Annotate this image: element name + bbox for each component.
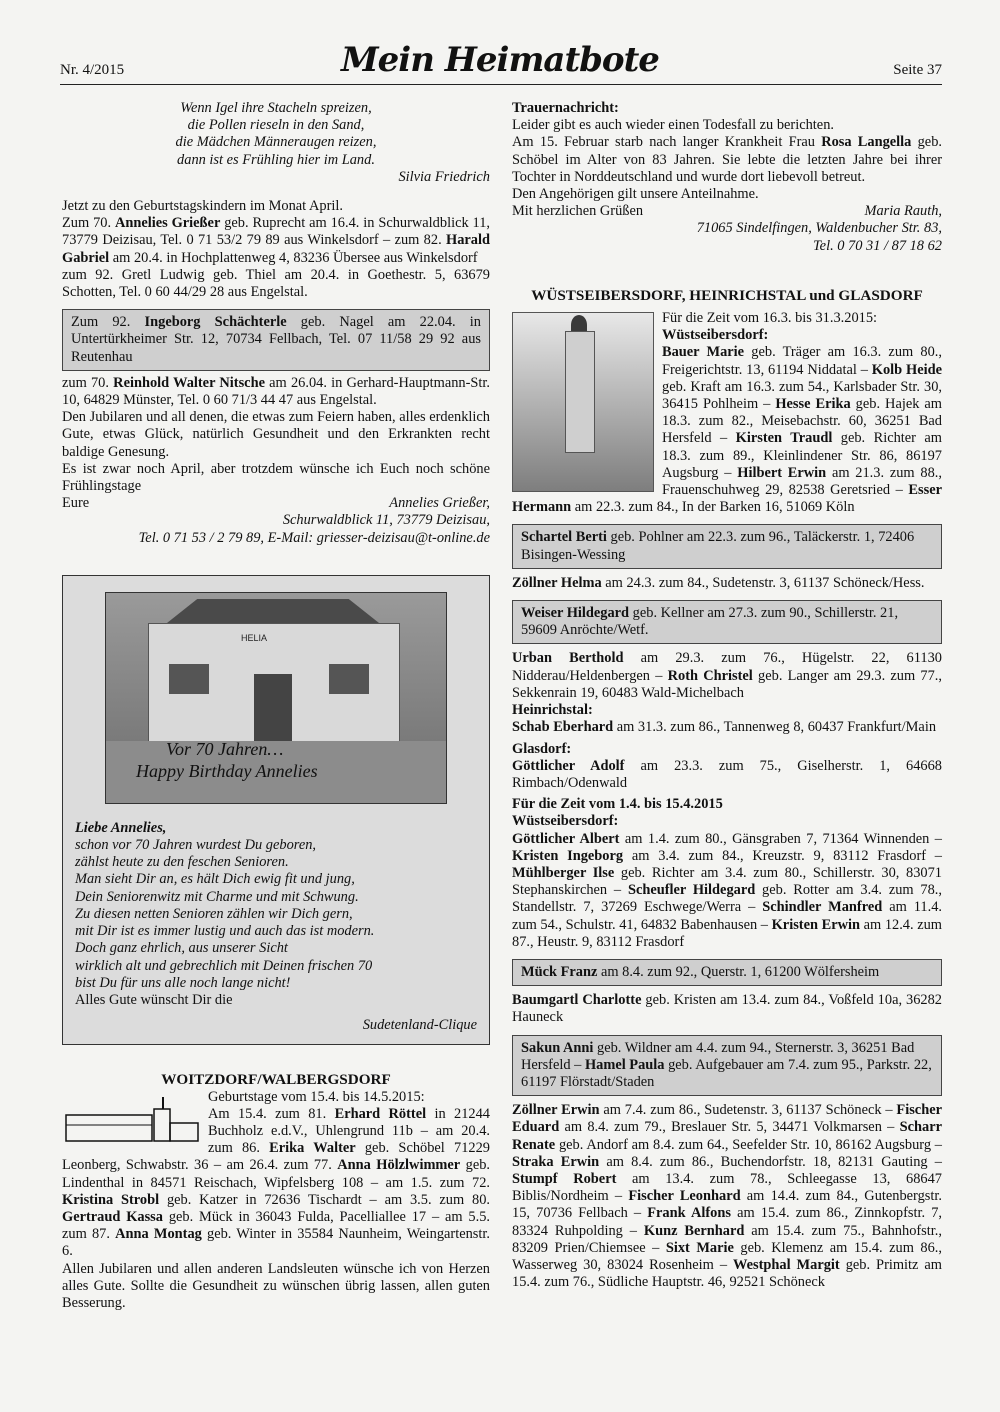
right-column — [512, 100, 942, 1291]
person-name: Anna Montag — [115, 1226, 202, 1243]
text: geb. Langer am 29.3. zum 77., Sekkenrain 19, 60483 Wald-Michelbach — [512, 667, 942, 701]
text: geb. Wildner am 4.4. zum 94., Sternerstr. 3, 36251 Bad Hersfeld – — [521, 1039, 915, 1073]
text: am 24.3. zum 84., Sudetenstr. 3, 61137 Schöneck/Hess. — [601, 574, 925, 591]
text: geb. Lindenthal in 84571 Reischach, Wipfelsberg 108 – am 1.5. zum 72. — [62, 1157, 490, 1191]
text: am 29.3. zum 76., Hügelstr. 22, 61130 Nidderau/Heldenbergen – — [512, 650, 943, 684]
signature-phone: Tel. 0 70 31 / 87 18 62 — [813, 237, 942, 254]
poem — [62, 100, 490, 169]
photo-caption-line: Happy Birthday Annelies — [136, 760, 318, 781]
greeting-line: Doch ganz ehrlich, aus unserer Sicht — [75, 940, 288, 957]
person-name: Zöllner Erwin — [512, 1102, 600, 1119]
greeting-line: Man sieht Dir an, es hält Dich ewig fit und jung, — [75, 871, 355, 888]
left-column — [62, 100, 490, 1312]
person-name: Anna Hölzlwimmer — [337, 1157, 461, 1174]
greeting-poem — [75, 820, 477, 992]
person-name: Schab Eberhard — [512, 719, 614, 736]
text: geb. Hajek am 18.3. zum 82., Meisebachstr. 60, 36251 Bad Hersfeld – — [662, 396, 942, 447]
intro-text: Jetzt zu den Geburtstagskindern im Monat April. — [62, 198, 343, 215]
poem-line: dann ist es Frühling hier im Land. — [177, 151, 375, 168]
birthday-entry — [512, 575, 942, 592]
person-name: Harald Gabriel — [62, 232, 490, 266]
village-heading: Heinrichstal: — [512, 702, 593, 719]
person-name: Esser Hermann — [512, 482, 942, 516]
greeting-line: Dein Seniorenwitz mit Charme und mit Schwung. — [75, 888, 359, 905]
person-name: Kristen Ingeborg — [512, 847, 624, 864]
text: am 8.4. zum 79., Breslauer Str. 5, 34471 Volkmarsen – — [559, 1119, 900, 1136]
text: zum 70. — [62, 374, 114, 391]
birthday-entry — [512, 758, 942, 792]
person-name: Schindler Manfred — [762, 899, 883, 916]
person-name: Frank Alfons — [647, 1205, 731, 1222]
text: geb. Schöbel 71229 Leonberg, Schwabstr. 36 – am 26.4. zum 77. — [62, 1140, 490, 1174]
highlight-box — [512, 1035, 942, 1097]
obituary-text — [512, 134, 942, 186]
highlight-box — [512, 600, 942, 644]
signature-contact: Tel. 0 71 53 / 2 79 89, E-Mail: griesser-deizisau@t-online.de — [138, 529, 490, 546]
text: geb. Kellner am 27.3. zum 90., Schillerstr. 21, 59609 Anröchte/Wetf. — [521, 605, 899, 639]
greeting-line: Zu diesen netten Senioren zählen wir Dich gern, — [75, 905, 353, 922]
text: am 11.4. zum 54., Schulstr. 41, 64832 Babenhausen – — [512, 899, 942, 933]
person-name: Schartel Berti — [521, 529, 607, 546]
text: geb. Mück in 36043 Fulda, Pacelliallee 17 – am 5.5. zum 87. — [62, 1208, 490, 1243]
poem-line: die Pollen rieseln in den Sand, — [187, 117, 365, 134]
text: am 13.4. zum 78., Schleegasse 13, 68647 Biblis/Nordheim – — [512, 1170, 942, 1205]
obituary-text: Leider gibt es auch wieder einen Todesfall zu berichten. — [512, 117, 834, 134]
house-photo — [105, 592, 447, 804]
text: am 14.4. zum 84., Gutenbergstr. 15, 70736 Fellbach – — [512, 1188, 942, 1222]
highlight-box — [62, 309, 490, 371]
closing-word: Eure — [62, 495, 90, 512]
text: geb. Primitz am 15.4. zum 76., Südliche Hauptstr. 46, 92521 Schöneck — [512, 1256, 942, 1291]
person-name: Fischer Leonhard — [628, 1188, 741, 1205]
person-name: Gertraud Kassa — [62, 1208, 163, 1225]
village-heading: Wüstseibersdorf: — [662, 327, 769, 344]
person-name: Scheufler Hildegard — [627, 882, 756, 899]
church-tower — [565, 331, 595, 453]
door — [254, 674, 292, 742]
birthday-list — [512, 831, 942, 951]
text: geb. Richter am 3.4. zum 80., Schillerstr. 30, 83071 Stephanskirchen – — [512, 864, 942, 899]
text: am 7.4. zum 86., Sudetenstr. 3, 61137 Schöneck – — [599, 1102, 897, 1119]
text: am 22.3. zum 84., In der Barken 16, 51069 Köln — [571, 499, 855, 516]
section-heading: WOITZDORF/WALBERGSDORF — [161, 1071, 391, 1089]
person-name: Hesse Erika — [775, 396, 851, 413]
church-photo — [512, 312, 654, 492]
window — [169, 664, 209, 694]
text: geb. Rotter am 3.4. zum 78., Standellstr. 7, 37269 Eschwege/Werra – — [512, 882, 942, 916]
text: Am 15. Februar starb nach langer Krankheit Frau — [512, 134, 822, 151]
greeting-line: Liebe Annelies, — [75, 819, 167, 836]
obituary-signature — [512, 203, 942, 255]
person-name: Hamel Paula — [584, 1056, 665, 1073]
person-name: Erika Walter — [269, 1140, 356, 1157]
text: am 1.4. zum 80., Gänsgraben 7, 71364 Winnenden – — [619, 830, 942, 847]
signature-name: Maria Rauth, — [864, 203, 942, 220]
village-heading: Glasdorf: — [512, 740, 572, 757]
text: am 8.4. zum 86., Buchendorfstr. 18, 82131 Gauting – — [599, 1153, 943, 1170]
signature-block — [62, 495, 490, 547]
text: geb. Kraft am 16.3. zum 54., Karlsbader Str. 30, 36415 Pohlheim – — [662, 378, 942, 413]
text: in 21244 Buchholz e.d.V., Uhlengrund 11b – am 20.4. zum 86. — [208, 1105, 490, 1157]
person-name: Annelies Grießer — [114, 215, 221, 232]
woitzdorf-wishes: Allen Jubilaren und allen anderen Landsleuten wünsche ich von Herzen alles Gute. Sollte die Gesundheit zu wünschen übrig lassen, allen guten Besserung. — [62, 1260, 490, 1311]
person-name: Ingeborg Schächterle — [144, 314, 287, 331]
shop-sign: HELIA — [241, 632, 268, 643]
text: am 12.4. zum 87., Heustr. 9, 83112 Frasdorf — [512, 916, 943, 950]
wishes-paragraph: Es ist zwar noch April, aber trotzdem wünsche ich Euch noch schöne Frühlingstage — [62, 460, 490, 495]
person-name: Hilbert Erwin — [737, 464, 827, 481]
person-name: Westphal Margit — [733, 1256, 840, 1273]
person-name: Baumgartl Charlotte — [512, 992, 642, 1009]
person-name: Bauer Marie — [662, 344, 745, 361]
issue-number: Nr. 4/2015 — [60, 62, 125, 78]
birthday-paragraph — [62, 215, 490, 267]
text: geb. Andorf am 8.4. zum 64., Seefelder Str. 10, 86162 Augsburg – — [555, 1136, 942, 1153]
text: geb. Aufgebauer am 7.4. zum 95., Parkstr. 22, 61197 Flörstadt/Staden — [521, 1056, 932, 1090]
signature-address: Schurwaldblick 11, 73779 Deizisau, — [282, 512, 490, 529]
text: am 23.3. zum 75., Giselherstr. 1, 64668 Rimbach/Odenwald — [512, 757, 943, 791]
poem-author: Silvia Friedrich — [398, 168, 490, 185]
person-name: Göttlicher Albert — [512, 830, 620, 847]
greeting-line: schon vor 70 Jahren wurdest Du geboren, — [75, 837, 317, 854]
birthday-paragraph — [62, 375, 490, 409]
period-heading: Für die Zeit vom 1.4. bis 15.4.2015 — [512, 796, 723, 813]
text: Am 15.4. zum 81. — [208, 1105, 335, 1122]
person-name: Zöllner Helma — [512, 574, 602, 591]
highlight-box — [512, 524, 942, 568]
text: geb. Kristen am 13.4. zum 84., Voßfeld 10a, 36282 Hauneck — [512, 992, 942, 1026]
house-shape — [148, 623, 400, 745]
chapel-icon — [62, 1095, 200, 1143]
person-name: Kristen Erwin — [771, 916, 860, 933]
person-name: Roth Christel — [667, 667, 753, 684]
birthday-entry — [512, 719, 942, 736]
period-text: Für die Zeit vom 16.3. bis 31.3.2015: — [662, 310, 878, 327]
person-name: Straka Erwin — [512, 1153, 600, 1170]
person-name: Reinhold Walter Nitsche — [113, 374, 265, 391]
text: am 15.4. zum 86., Zinnkopfstr. 7, 83324 Ruhpolding – — [512, 1205, 942, 1239]
text: geb. Winter in 35584 Naunheim, Weingartenstr. 6. — [62, 1226, 490, 1260]
poem-line: die Mädchen Männeraugen reizen, — [175, 134, 377, 151]
text: Zum 92. — [71, 314, 145, 331]
highlight-box — [512, 959, 942, 986]
header-rule — [60, 84, 942, 85]
chapel-illustration — [62, 1095, 200, 1143]
greeting-close: Alles Gute wünscht Dir die — [75, 991, 233, 1008]
wishes-paragraph: Den Jubilaren und all denen, die etwas zum Feiern haben, alles erdenklich Gute, etwas Glück, natürlich Gesundheit und den Erkrankten recht baldige Genesung. — [62, 409, 490, 460]
text: am 26.04. in Gerhard-Hauptmann-Str. 10, 64829 Münster, Tel. 0 60 71/3 44 47 aus Engelstal. — [62, 374, 490, 409]
text: am 8.4. zum 92., Querstr. 1, 61200 Wölfersheim — [597, 963, 880, 980]
person-name: Stumpf Robert — [512, 1170, 617, 1187]
text: Zum 70. — [62, 215, 115, 232]
person-name: Göttlicher Adolf — [512, 757, 625, 774]
text: geb. Richter am 18.3. zum 89., Kleinlindener Str. 86, 86197 Augsburg – — [662, 430, 942, 481]
greeting-line: bist Du für uns alle noch lange nicht! — [75, 974, 291, 991]
text: am 21.3. zum 88., Frauenschuhweg 29, 82538 Geretsried – — [662, 464, 942, 499]
text: geb. Ruprecht am 16.4. in Schurwaldblick 11, 73779 Deizisau, Tel. 0 71 53/2 79 89 aus Winkelsdorf – zum 82. — [62, 215, 490, 249]
birthday-entry — [512, 992, 942, 1026]
text: am 3.4. zum 84., Kreuzstr. 9, 83112 Frasdorf – — [623, 847, 942, 864]
person-name: Kolb Heide — [871, 361, 942, 378]
section-heading: WÜSTSEIBERSDORF, HEINRICHSTAL und GLASDORF — [531, 286, 923, 304]
person-name: Sakun Anni — [521, 1039, 594, 1056]
obituary-text: Den Angehörigen gilt unsere Anteilnahme. — [512, 186, 759, 203]
poem-line: Wenn Igel ihre Stacheln spreizen, — [180, 100, 372, 116]
signature-name: Annelies Grießer, — [389, 495, 490, 512]
person-name: Kunz Bernhard — [643, 1222, 745, 1239]
person-name: Weiser Hildegard — [521, 605, 630, 622]
text: geb. Katzer in 72636 Tischardt – am 3.5. zum 80. — [159, 1191, 490, 1208]
woitzdorf-intro: Geburtstage vom 15.4. bis 14.5.2015: — [208, 1088, 425, 1105]
text: geb. Träger am 16.3. zum 80., Freigerichtstr. 13, 61194 Niddatal – — [662, 344, 942, 378]
text: geb. Nagel am 22.04. in Untertürkheimer Str. 12, 70734 Fellbach, Tel. 07 11/58 29 92 aus Reutenhau — [71, 314, 481, 365]
greeting-line: wirklich alt und gebrechlich mit Deinen frischen 70 — [75, 957, 373, 974]
person-name: Mück Franz — [521, 963, 598, 980]
person-name: Kirsten Traudl — [735, 430, 833, 447]
text: geb. Klemenz am 15.4. zum 86., Wasserweg 30, 83024 Rosenheim – — [512, 1239, 942, 1273]
text: geb. Pohlner am 22.3. zum 96., Taläckerstr. 1, 72406 Bisingen-Wessing — [521, 529, 915, 563]
person-name: Scharr Renate — [512, 1119, 942, 1153]
signature-address: 71065 Sindelfingen, Waldenbucher Str. 83, — [696, 220, 942, 237]
person-name: Mühlberger Ilse — [512, 864, 615, 881]
birthday-list — [512, 1102, 942, 1291]
greeting-signature: Sudetenland-Clique — [362, 1017, 477, 1034]
page-number: Seite 37 — [893, 62, 942, 78]
person-name: Urban Berthold — [512, 650, 624, 667]
text: am 31.3. zum 86., Tannenweg 8, 60437 Frankfurt/Main — [613, 719, 937, 736]
greeting-line: zählst heute zu den feschen Senioren. — [75, 854, 289, 871]
person-name: Fischer Eduard — [512, 1102, 942, 1136]
person-name: Rosa Langella — [821, 134, 912, 151]
window — [329, 664, 369, 694]
text: geb. Schöbel im Alter von 83 Jahren. Sie lebte die letzten Jahre bei ihrer Tochter in Norddeutschland und wurde dort liebevoll betreut. — [512, 134, 942, 185]
person-name: Kristina Strobl — [62, 1191, 160, 1208]
birthday-entry — [512, 650, 942, 702]
obituary-title: Trauernachricht: — [512, 100, 619, 116]
greeting-line: mit Dir ist es immer lustig und auch das ist modern. — [75, 923, 375, 940]
village-heading: Wüstseibersdorf: — [512, 813, 619, 830]
person-name: Erhard Röttel — [334, 1105, 427, 1122]
obituary-greeting: Mit herzlichen Grüßen — [512, 203, 644, 220]
text: am 15.4. zum 75., Bahnhofstr., 83209 Prien/Chiemsee – — [512, 1222, 942, 1256]
greeting-frame — [62, 575, 490, 1045]
birthday-paragraph: zum 92. Gretl Ludwig geb. Thiel am 20.4. in Goethestr. 5, 63679 Schotten, Tel. 0 60 44/29 28 aus Engelstal. — [62, 266, 490, 301]
text: am 20.4. in Hochplattenweg 4, 83236 Übersee aus Winkelsdorf — [109, 249, 478, 266]
newspaper-title: Mein Heimatbote — [341, 40, 659, 80]
person-name: Sixt Marie — [665, 1239, 734, 1256]
photo-caption-line: Vor 70 Jahren… — [166, 738, 284, 759]
